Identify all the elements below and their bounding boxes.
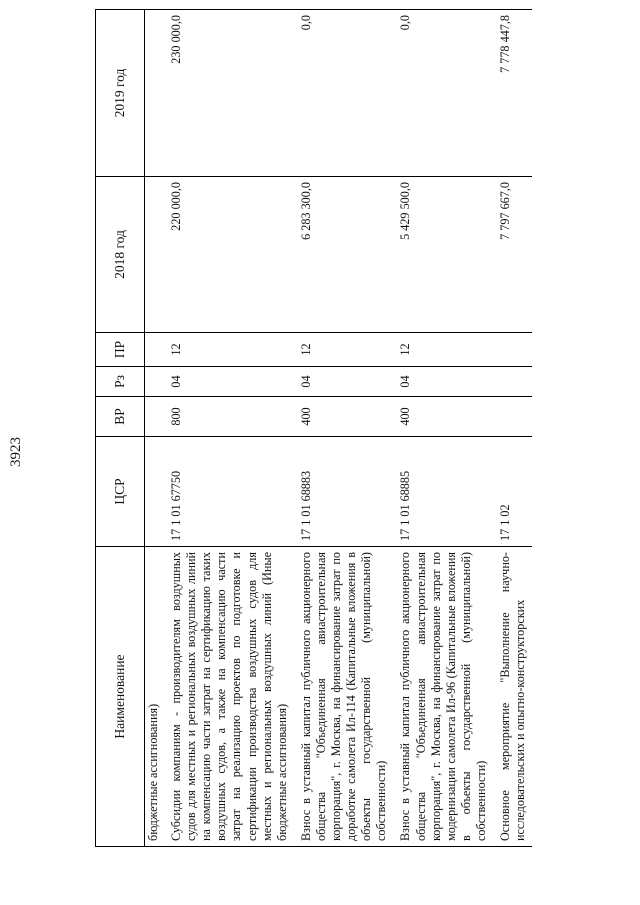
row-2019: 7 778 447,8	[493, 10, 532, 177]
row-2019: 0,0	[294, 10, 394, 177]
continuation-text: бюджетные ассигнования)	[145, 547, 165, 847]
row-rz: 04	[164, 367, 294, 397]
row-name: Взнос в уставный капитал публичного акционерного общества "Объединенная авиастроительная корпорация", г. Москва, на финансирование затрат по доработке самолета Ил-114 (Капитальные вложения в объекты государственной (муниципальной) собственности)	[294, 547, 394, 847]
row-2019: 0,0	[393, 10, 493, 177]
page-number: 3923	[8, 437, 24, 467]
row-vr	[493, 397, 532, 437]
budget-table	[95, 9, 532, 847]
row-name: Взнос в уставный капитал публичного акционерного общества "Объединенная авиастроительная корпорация", г. Москва, на финансирование затрат по модернизации самолета Ил-96 (Капитальные вложения в объекты государственной (муниципальной) собственности)	[393, 547, 493, 847]
row-pr: 12	[164, 333, 294, 367]
row-pr	[493, 333, 532, 367]
header-vr: ВР	[96, 397, 145, 437]
row-2018: 5 429 500,0	[393, 177, 493, 333]
row-name: Основное мероприятие "Выполнение научно-исследовательских и опытно-конструкторских	[493, 547, 532, 847]
row-vr: 400	[294, 397, 394, 437]
row-vr: 400	[393, 397, 493, 437]
row-csr: 17 1 01 68885	[393, 437, 493, 547]
header-2018: 2018 год	[96, 177, 145, 333]
header-pr: ПР	[96, 333, 145, 367]
row-2018: 7 797 667,0	[493, 177, 532, 333]
header-name: Наименование	[96, 547, 145, 847]
row-rz	[493, 367, 532, 397]
row-csr: 17 1 01 68883	[294, 437, 394, 547]
row-name: Субсидии компаниям - производителям воздушных судов для местных и региональных воздушных линий на компенсацию части затрат на сертификацию таких воздушных судов, а также на компенсацию части затрат на реализацию проектов по подготовке и сертификации производства воздушных судов для местных и региональных воздушных линий (Иные бюджетные ассигнования)	[164, 547, 294, 847]
row-vr: 800	[164, 397, 294, 437]
row-rz: 04	[294, 367, 394, 397]
row-2018: 220 000,0	[164, 177, 294, 333]
header-rz: Рз	[96, 367, 145, 397]
row-2019: 230 000,0	[164, 10, 294, 177]
table-row-continuation	[145, 10, 165, 847]
header-2019: 2019 год	[96, 10, 145, 177]
row-pr: 12	[393, 333, 493, 367]
table-row	[294, 10, 394, 847]
table-row	[393, 10, 493, 847]
table-row	[493, 10, 532, 847]
table-row	[164, 10, 294, 847]
row-pr: 12	[294, 333, 394, 367]
row-2018: 6 283 300,0	[294, 177, 394, 333]
header-csr: ЦСР	[96, 437, 145, 547]
table-header-row	[96, 10, 145, 847]
row-rz: 04	[393, 367, 493, 397]
row-csr: 17 1 01 67750	[164, 437, 294, 547]
row-csr: 17 1 02	[493, 437, 532, 547]
